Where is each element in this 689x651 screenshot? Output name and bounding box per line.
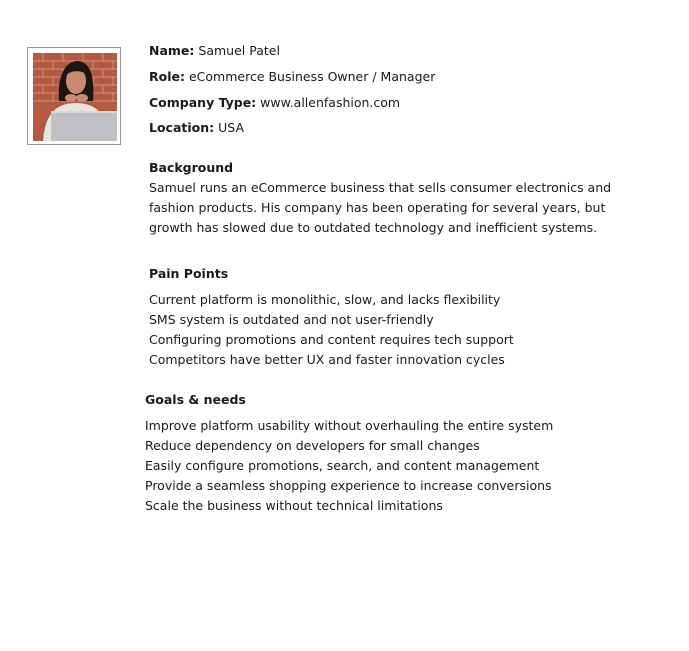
list-item: Provide a seamless shopping experience to increase conversions [145,478,552,493]
profile-photo [33,53,117,141]
pain-points-title: Pain Points [149,266,229,281]
list-item: Easily configure promotions, search, and content management [145,458,540,473]
pain-points-list [149,290,514,370]
list-item: Improve platform usability without overhauling the entire system [145,418,554,433]
list-item: Competitors have better UX and faster innovation cycles [149,352,505,367]
name-value: Samuel Patel [198,43,280,58]
goals-list [145,416,553,516]
list-item: Reduce dependency on developers for small changes [145,438,480,453]
profile-photo-frame [27,47,121,145]
name-label: Name: [149,43,195,58]
profile-name [149,43,280,59]
location-value: USA [218,120,245,135]
background-title: Background [149,160,234,175]
list-item: Configuring promotions and content requires tech support [149,332,514,347]
profile-location [149,120,244,136]
company-label: Company Type: [149,95,257,110]
location-label: Location: [149,120,215,135]
background-text: Samuel runs an eCommerce business that sells consumer electronics and fashion products. His company has been operating for several years, but growth has slowed due to outdated technology and inefficient systems. [149,180,612,235]
company-value: www.allenfashion.com [260,95,401,110]
list-item: Scale the business without technical limitations [145,498,443,513]
goals-title: Goals & needs [145,392,246,407]
list-item: Current platform is monolithic, slow, and lacks flexibility [149,292,501,307]
role-label: Role: [149,69,185,84]
profile-company [149,95,400,111]
role-value: eCommerce Business Owner / Manager [188,69,436,84]
list-item: SMS system is outdated and not user-friendly [149,312,434,327]
profile-role [149,69,435,85]
